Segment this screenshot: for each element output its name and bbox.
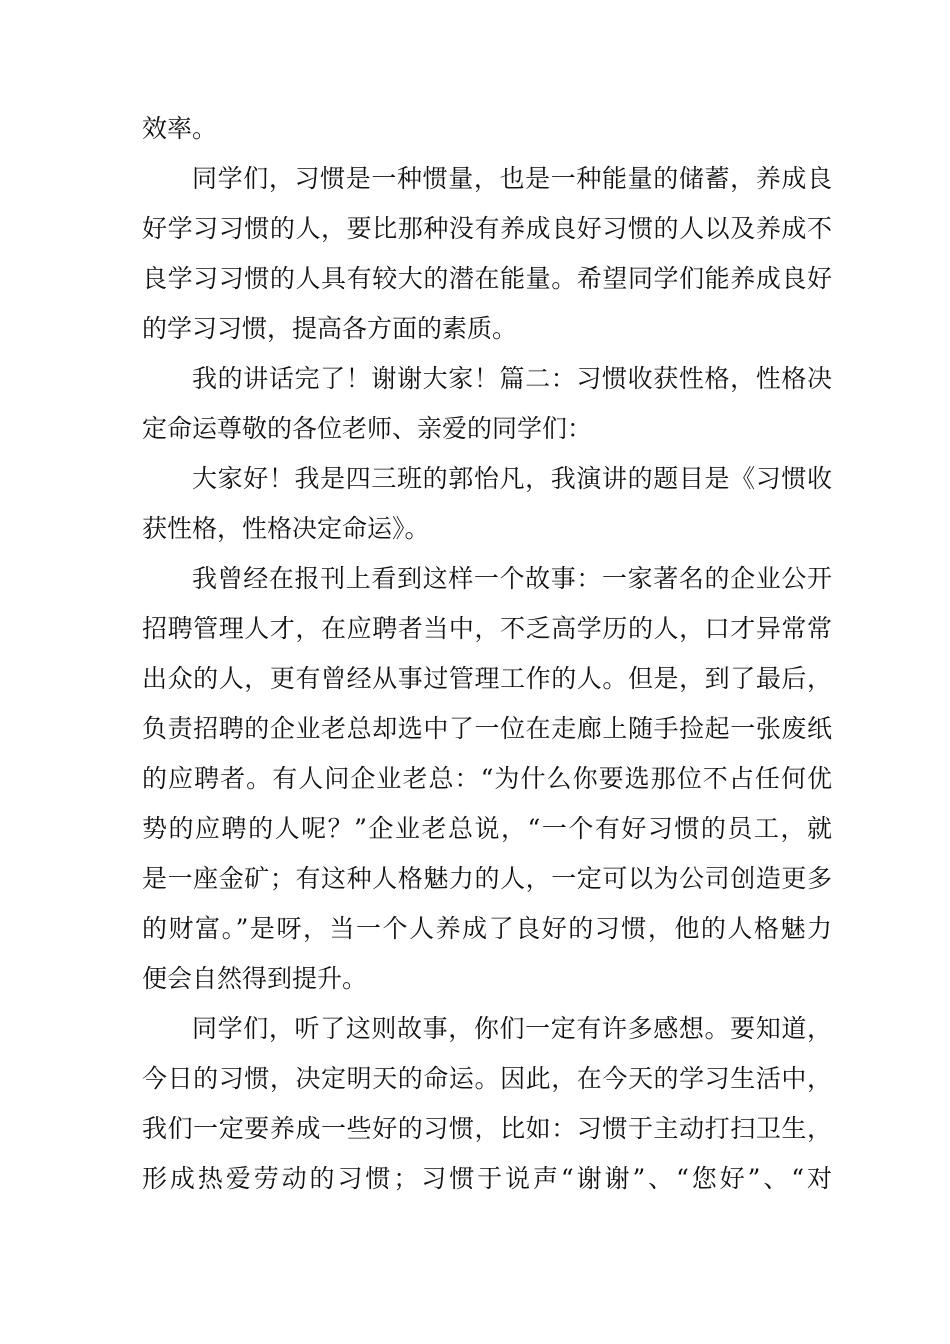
paragraph-line: 效率。	[142, 114, 218, 143]
paragraph-line: 获性格，性格决定命运》。	[142, 514, 430, 543]
paragraph-line: 今日的习惯，决定明天的命运。因此，在今天的学习生活中，	[142, 1064, 832, 1093]
paragraph-line: 我的讲话完了！谢谢大家！篇二：习惯收获性格，性格决	[192, 364, 832, 393]
paragraph-line: 出众的人，更有曾经从事过管理工作的人。但是，到了最后，	[142, 664, 832, 693]
paragraph-line: 定命运尊敬的各位老师、亲爱的同学们：	[142, 414, 593, 443]
paragraph-line: 负责招聘的企业老总却选中了一位在走廊上随手捡起一张废纸	[142, 714, 832, 743]
paragraph-line: 势的应聘的人呢？”企业老总说，“一个有好习惯的员工，就	[142, 814, 832, 843]
paragraph-line: 好学习习惯的人，要比那种没有养成良好习惯的人以及养成不	[142, 214, 832, 243]
paragraph-line: 是一座金矿；有这种人格魅力的人，一定可以为公司创造更多	[142, 864, 832, 893]
paragraph-line: 同学们，习惯是一种惯量，也是一种能量的储蓄，养成良	[192, 164, 832, 193]
paragraph-line: 形成热爱劳动的习惯；习惯于说声“谢谢”、“您好”、“对	[142, 1164, 832, 1193]
paragraph-line: 便会自然得到提升。	[142, 964, 368, 993]
paragraph-line: 同学们，听了这则故事，你们一定有许多感想。要知道，	[192, 1014, 832, 1043]
paragraph-line: 招聘管理人才，在应聘者当中，不乏高学历的人，口才异常常	[142, 614, 832, 643]
paragraph-line: 大家好！我是四三班的郭怡凡，我演讲的题目是《习惯收	[192, 464, 832, 493]
document-body	[142, 104, 832, 1204]
paragraph-line: 的财富。”是呀，当一个人养成了良好的习惯，他的人格魅力	[142, 914, 832, 943]
paragraph-line: 良学习习惯的人具有较大的潜在能量。希望同学们能养成良好	[142, 264, 832, 293]
paragraph-line: 我们一定要养成一些好的习惯，比如：习惯于主动打扫卫生，	[142, 1114, 832, 1143]
paragraph-line: 我曾经在报刊上看到这样一个故事：一家著名的企业公开	[192, 564, 832, 593]
paragraph-line: 的学习习惯，提高各方面的素质。	[142, 314, 518, 343]
paragraph-line: 的应聘者。有人问企业老总：“为什么你要选那位不占任何优	[142, 764, 832, 793]
